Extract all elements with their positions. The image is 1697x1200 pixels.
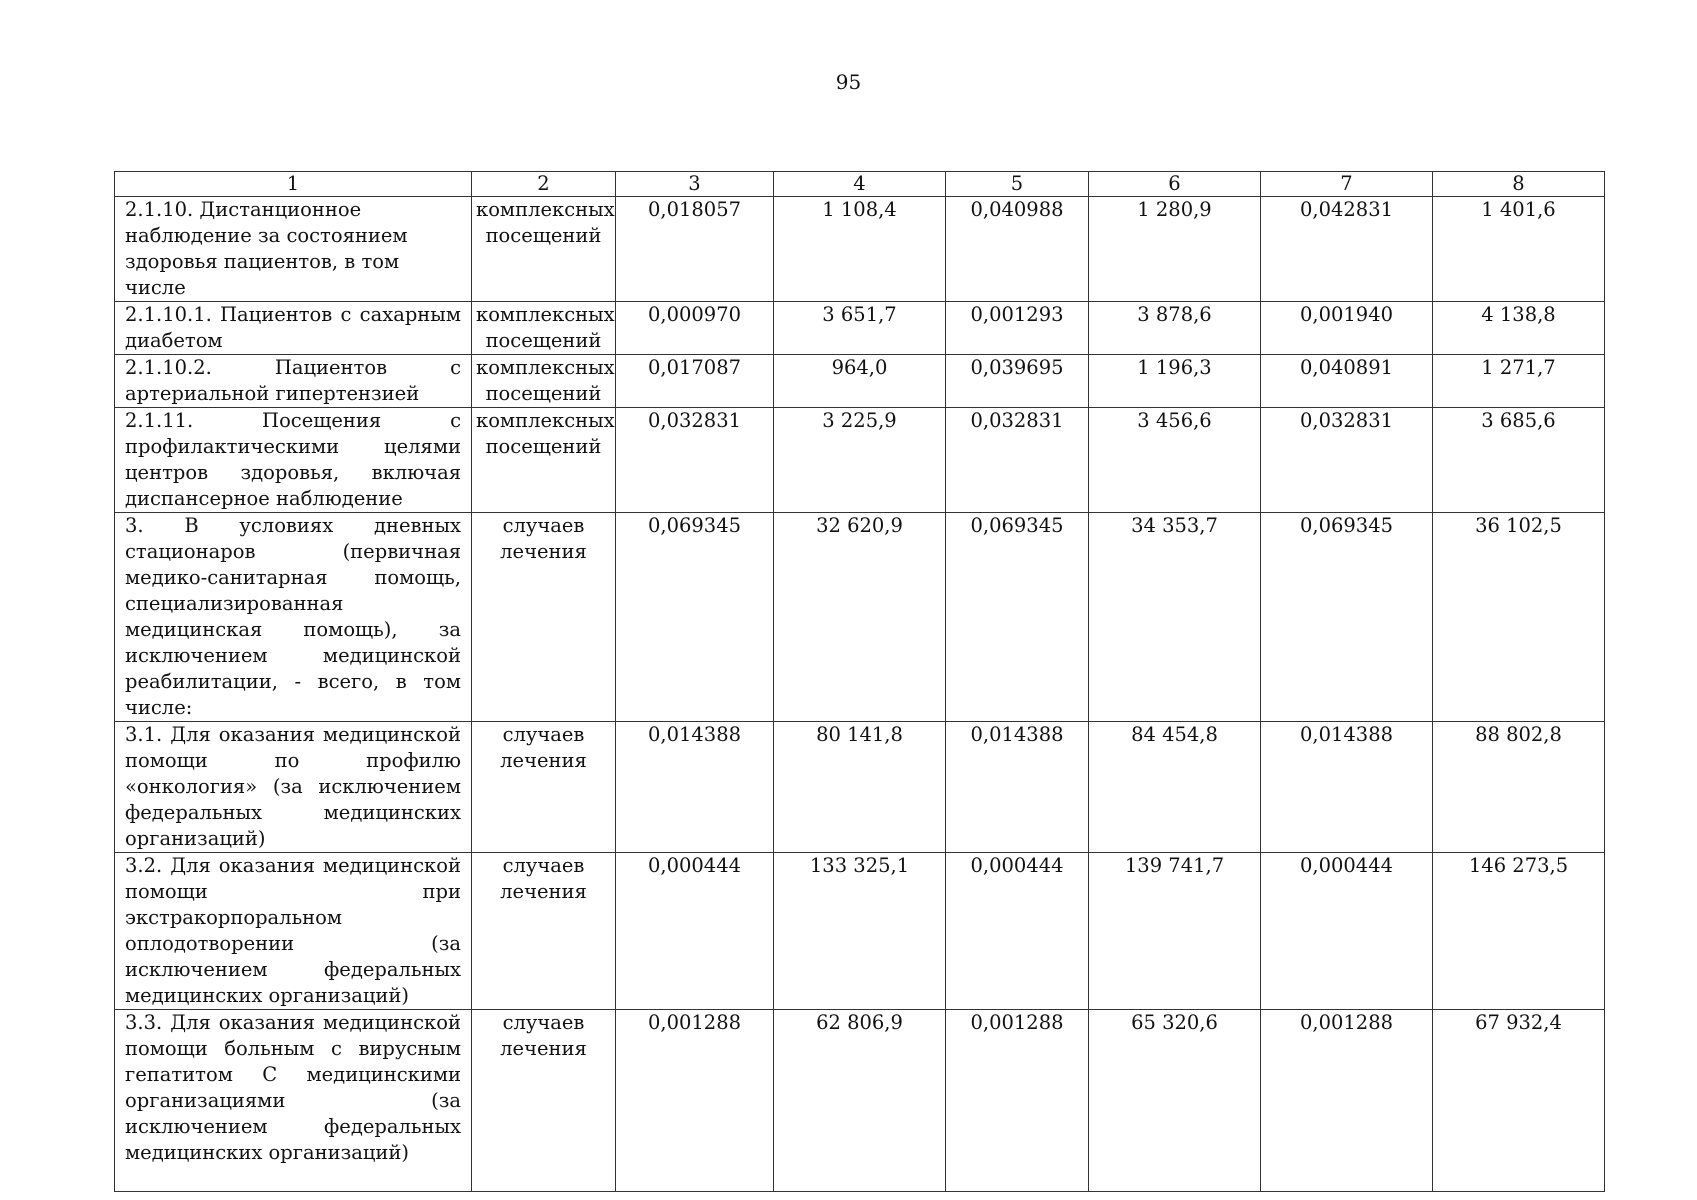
- value-cell: 0,001288: [946, 1010, 1089, 1192]
- value-cell: 1 271,7: [1433, 355, 1605, 408]
- table-row: [115, 513, 1605, 722]
- row-name-cell: 2.1.10. Дистанционное наблюдение за состоянием здоровья пациентов, в том числе: [115, 197, 472, 302]
- value-cell: 0,032831: [616, 408, 774, 513]
- row-name-cell: 2.1.11. Посещения с профилактическими целями центров здоровья, включая диспансерное наблюдение: [115, 408, 472, 513]
- value-cell: 3 456,6: [1089, 408, 1261, 513]
- value-cell: 1 280,9: [1089, 197, 1261, 302]
- row-name-cell: 2.1.10.1. Пациентов с сахарным диабетом: [115, 302, 472, 355]
- value-cell: 0,001293: [946, 302, 1089, 355]
- unit-cell: случаев лечения: [472, 1010, 616, 1192]
- unit-cell: случаев лечения: [472, 853, 616, 1010]
- row-name-cell: 3. В условиях дневных стационаров (первичная медико-санитарная помощь, специализированная медицинская помощь), за исключением медицинской реабилитации, - всего, в том числе:: [115, 513, 472, 722]
- value-cell: 0,014388: [616, 722, 774, 853]
- header-cell: 3: [616, 172, 774, 197]
- row-name-cell: 3.3. Для оказания медицинской помощи больным с вирусным гепатитом С медицинскими организациями (за исключением федеральных медицинских организаций): [115, 1010, 472, 1192]
- value-cell: 0,014388: [1261, 722, 1433, 853]
- value-cell: 1 196,3: [1089, 355, 1261, 408]
- value-cell: 1 108,4: [774, 197, 946, 302]
- value-cell: 0,069345: [616, 513, 774, 722]
- value-cell: 0,032831: [946, 408, 1089, 513]
- table-row: [115, 1010, 1605, 1192]
- value-cell: 3 878,6: [1089, 302, 1261, 355]
- value-cell: 0,042831: [1261, 197, 1433, 302]
- value-cell: 139 741,7: [1089, 853, 1261, 1010]
- value-cell: 0,069345: [1261, 513, 1433, 722]
- unit-cell: комплексных посещений: [472, 302, 616, 355]
- header-cell: 4: [774, 172, 946, 197]
- table-row: [115, 302, 1605, 355]
- value-cell: 65 320,6: [1089, 1010, 1261, 1192]
- row-name-cell: 3.1. Для оказания медицинской помощи по профилю «онкология» (за исключением федеральных медицинских организаций): [115, 722, 472, 853]
- value-cell: 3 225,9: [774, 408, 946, 513]
- value-cell: 0,001940: [1261, 302, 1433, 355]
- header-cell: 6: [1089, 172, 1261, 197]
- table-row: [115, 722, 1605, 853]
- value-cell: 3 651,7: [774, 302, 946, 355]
- table-row: [115, 197, 1605, 302]
- unit-cell: случаев лечения: [472, 722, 616, 853]
- header-cell: 1: [115, 172, 472, 197]
- value-cell: 0,000444: [616, 853, 774, 1010]
- table-row: [115, 355, 1605, 408]
- header-cell: 5: [946, 172, 1089, 197]
- value-cell: 0,018057: [616, 197, 774, 302]
- value-cell: 4 138,8: [1433, 302, 1605, 355]
- header-cell: 2: [472, 172, 616, 197]
- value-cell: 62 806,9: [774, 1010, 946, 1192]
- value-cell: 88 802,8: [1433, 722, 1605, 853]
- data-table: [114, 171, 1605, 1192]
- header-cell: 7: [1261, 172, 1433, 197]
- value-cell: 0,001288: [1261, 1010, 1433, 1192]
- value-cell: 0,069345: [946, 513, 1089, 722]
- value-cell: 0,032831: [1261, 408, 1433, 513]
- value-cell: 0,040988: [946, 197, 1089, 302]
- value-cell: 84 454,8: [1089, 722, 1261, 853]
- value-cell: 0,000444: [1261, 853, 1433, 1010]
- table-row: [115, 853, 1605, 1010]
- value-cell: 80 141,8: [774, 722, 946, 853]
- value-cell: 36 102,5: [1433, 513, 1605, 722]
- value-cell: 0,000970: [616, 302, 774, 355]
- value-cell: 67 932,4: [1433, 1010, 1605, 1192]
- table-row: [115, 408, 1605, 513]
- unit-cell: случаев лечения: [472, 513, 616, 722]
- value-cell: 0,001288: [616, 1010, 774, 1192]
- value-cell: 1 401,6: [1433, 197, 1605, 302]
- header-cell: 8: [1433, 172, 1605, 197]
- row-name-cell: 2.1.10.2. Пациентов с артериальной гипертензией: [115, 355, 472, 408]
- value-cell: 0,040891: [1261, 355, 1433, 408]
- value-cell: 0,039695: [946, 355, 1089, 408]
- value-cell: 3 685,6: [1433, 408, 1605, 513]
- unit-cell: комплексных посещений: [472, 408, 616, 513]
- value-cell: 146 273,5: [1433, 853, 1605, 1010]
- value-cell: 0,014388: [946, 722, 1089, 853]
- unit-cell: комплексных посещений: [472, 197, 616, 302]
- value-cell: 32 620,9: [774, 513, 946, 722]
- value-cell: 964,0: [774, 355, 946, 408]
- row-name-cell: 3.2. Для оказания медицинской помощи при экстракорпоральном оплодотворении (за исключением федеральных медицинских организаций): [115, 853, 472, 1010]
- value-cell: 0,017087: [616, 355, 774, 408]
- value-cell: 133 325,1: [774, 853, 946, 1010]
- unit-cell: комплексных посещений: [472, 355, 616, 408]
- value-cell: 0,000444: [946, 853, 1089, 1010]
- value-cell: 34 353,7: [1089, 513, 1261, 722]
- header-row: [115, 172, 1605, 197]
- page-number: 95: [835, 70, 862, 94]
